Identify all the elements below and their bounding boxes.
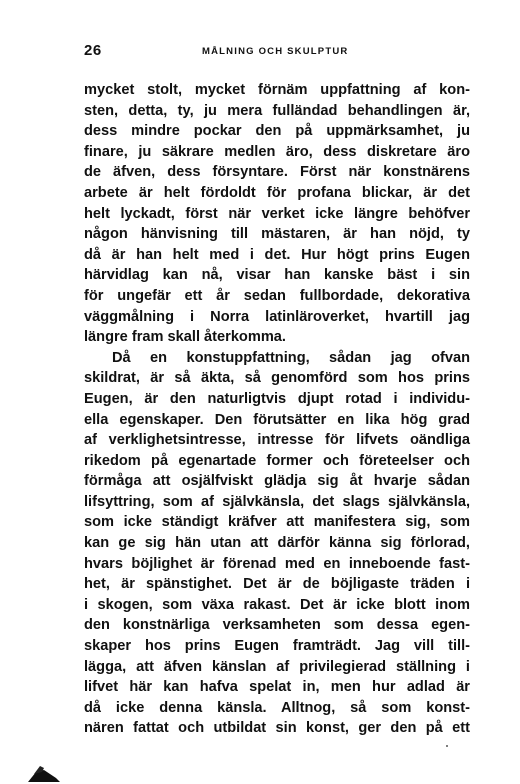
text-line: dess mindre pockar den på uppmärksamhet, ju — [84, 123, 470, 140]
text-line: sten, detta, ty, ju mera fulländad behandlingen är, — [84, 102, 470, 119]
scan-artifact-mark — [26, 760, 62, 784]
text-line: finare, ju säkrare medlen äro, dess diskretare äro — [84, 143, 470, 160]
text-line: lifsyttring, som af självkänsla, det slags självkänsla, — [84, 493, 470, 510]
text-line: förmåga att osjälfviskt glädja sig åt hvarje sådan — [84, 473, 470, 490]
text-line: skaper hos prins Eugen framträdt. Jag vill till- — [84, 638, 470, 655]
text-line: lifvet här kan hafva spelat in, men hur adlad är — [84, 679, 470, 696]
text-line: helt lyckadt, först när verket icke längre behöfver — [84, 205, 470, 222]
text-line: för ungefär ett år sedan fullbordade, dekorativa — [84, 287, 470, 304]
text-line: skildrat, är så äkta, så genomförd som hos prins — [84, 370, 470, 387]
text-line: af verklighetsintresse, intresse för lifvets oändliga — [84, 432, 470, 449]
text-line: kan ge sig hän utan att därför känna sig förlorad, — [84, 535, 470, 552]
text-line: mycket stolt, mycket förnäm uppfattning af kon- — [84, 82, 470, 98]
text-line: hvars böjlighet är förenad med en inneboende fast- — [84, 555, 470, 572]
text-line: ella egenskaper. Den förutsätter en lika hög grad — [84, 411, 470, 428]
text-line: Eugen, är den naturligtvis djupt rotad i individu- — [84, 390, 470, 407]
text-line: rikedom på egenartade former och företeelser och — [84, 452, 470, 469]
text-line: någon hänvisning till mästaren, är han nöjd, ty — [84, 226, 470, 243]
text-line: den konstnärliga verksamheten som dessa egen- — [84, 617, 470, 634]
running-title: MÅLNING OCH SKULPTUR — [202, 46, 349, 57]
running-head — [84, 42, 470, 62]
text-line: de äfven, dess försyntare. Först när konstnärens — [84, 164, 470, 181]
text-line: som icke ständigt kräfver att manifestera sig, som — [84, 514, 470, 531]
text-line: het, är spänstighet. Det är de böjligaste träden i — [84, 576, 470, 593]
text-line: lägga, att äfven känslan af privilegierad ställning i — [84, 658, 470, 675]
text-line: i skogen, som växa rakast. Det är icke blott inom — [84, 596, 470, 613]
text-line: längre fram skall återkomma. — [84, 329, 286, 346]
page-number: 26 — [84, 42, 102, 59]
print-speck — [446, 745, 448, 747]
text-line: då är han helt med i det. Hur högt prins Eugen — [84, 246, 470, 263]
paragraph-first-line: Då en konstuppfattning, sådan jag ofvan — [112, 349, 470, 366]
text-line: arbete är helt fördoldt för profana blickar, är det — [84, 184, 470, 201]
text-line: väggmålning i Norra latinläroverket, hvartill jag — [84, 308, 470, 325]
text-line: nären fattat och utbildat sin konst, ger den på ett — [84, 720, 470, 737]
text-line: då icke denna känsla. Alltnog, så som konst- — [84, 699, 470, 716]
body-text — [84, 80, 470, 739]
text-line: härvidlag kan nå, visar han kanske bäst i sin — [84, 267, 470, 284]
